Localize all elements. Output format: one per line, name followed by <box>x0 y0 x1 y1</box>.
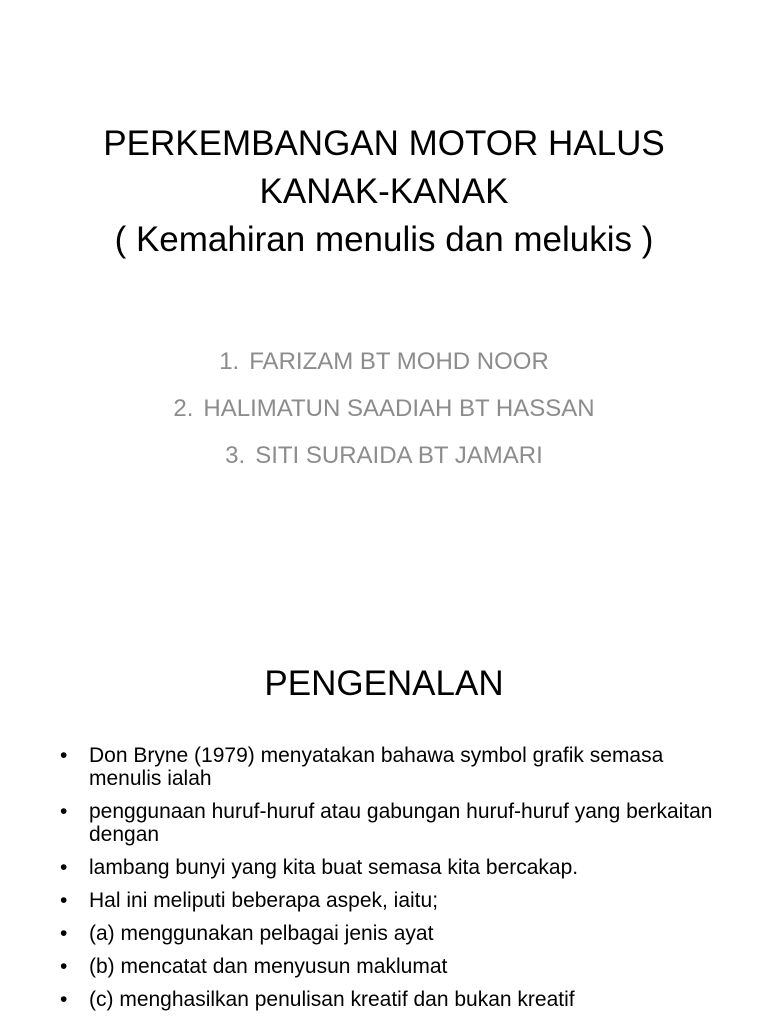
author-number: 3. <box>225 442 246 469</box>
author-number: 1. <box>219 348 240 375</box>
author-list <box>0 338 768 479</box>
bullet-icon: • <box>60 800 68 823</box>
title-line: KANAK-KANAK <box>259 172 509 211</box>
bullet-text: Hal ini meliputi beberapa aspek, iaitu; <box>89 889 439 912</box>
bullet-text: lambang bunyi yang kita buat semasa kita bercakap. <box>89 856 579 879</box>
bullet-item <box>60 988 740 1011</box>
author-name: SITI SURAIDA BT JAMARI <box>255 442 543 469</box>
author-item <box>0 432 768 479</box>
bullet-icon: • <box>60 856 68 879</box>
author-name: FARIZAM BT MOHD NOOR <box>249 348 549 375</box>
author-item <box>0 338 768 385</box>
bullet-text: (b) mencatat dan menyusun maklumat <box>89 955 448 978</box>
title-line: PERKEMBANGAN MOTOR HALUS <box>103 124 665 163</box>
bullet-text: Don Bryne (1979) menyatakan bahawa symbol grafik semasa menulis ialah <box>89 744 664 790</box>
bullet-icon: • <box>60 988 68 1011</box>
bullet-item <box>60 889 740 912</box>
bullet-item <box>60 922 740 945</box>
title-line: ( Kemahiran menulis dan melukis ) <box>114 220 654 259</box>
bullet-icon: • <box>60 955 68 978</box>
bullet-item <box>60 856 740 879</box>
bullet-text: penggunaan huruf-huruf atau gabungan huruf-huruf yang berkaitan dengan <box>89 800 713 846</box>
bullet-item <box>60 744 740 790</box>
bullet-text: (c) menghasilkan penulisan kreatif dan bukan kreatif <box>89 988 575 1011</box>
section-title: PENGENALAN <box>264 664 504 703</box>
bullet-item <box>60 955 740 978</box>
bullet-icon: • <box>60 922 68 945</box>
bullet-list <box>60 744 740 1021</box>
author-item <box>0 385 768 432</box>
author-number: 2. <box>173 395 194 422</box>
bullet-icon: • <box>60 744 68 767</box>
bullet-item <box>60 800 740 846</box>
slide-title <box>0 120 768 264</box>
author-name: HALIMATUN SAADIAH BT HASSAN <box>203 395 595 422</box>
bullet-icon: • <box>60 889 68 912</box>
bullet-text: (a) menggunakan pelbagai jenis ayat <box>89 922 434 945</box>
